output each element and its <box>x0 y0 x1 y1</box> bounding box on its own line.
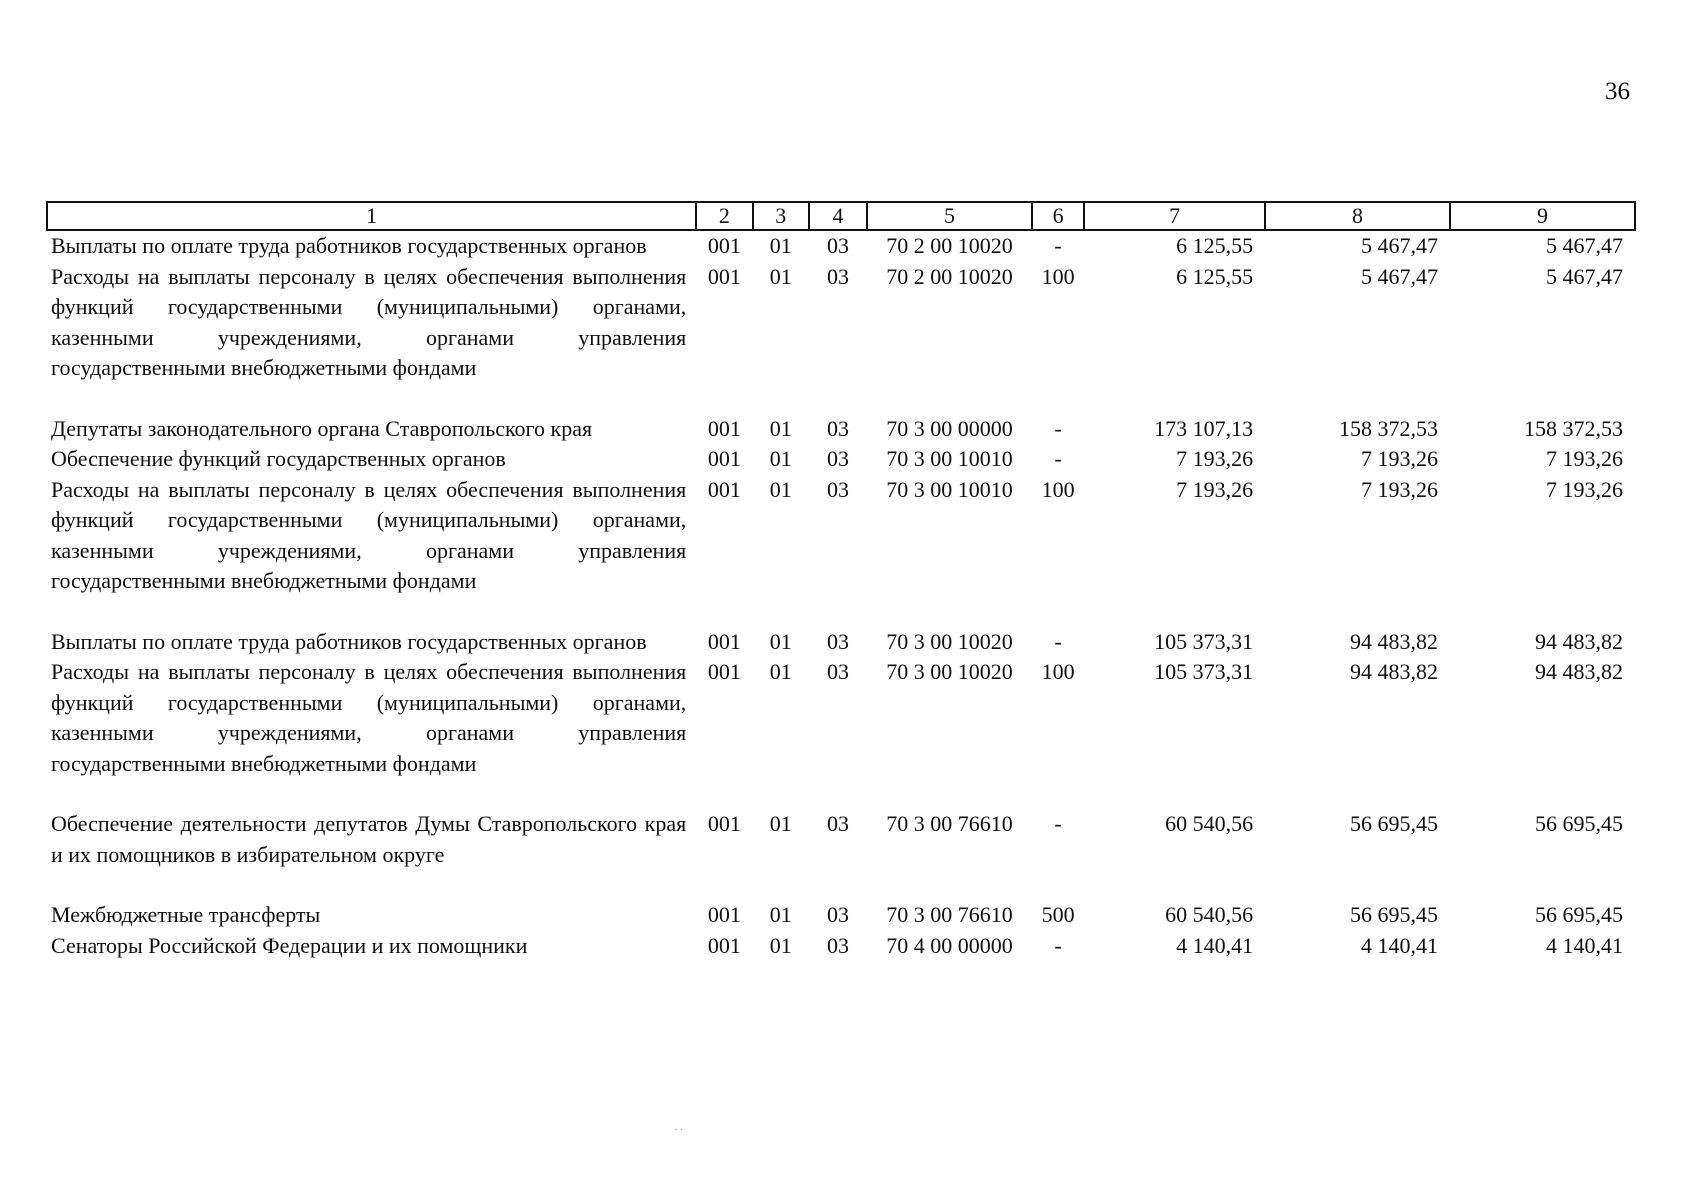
row-name-cell: Выплаты по оплате труда работников государственных органов <box>51 233 647 258</box>
header-cell-6: 6 <box>1032 202 1084 230</box>
header-cell-4: 4 <box>809 202 867 230</box>
code-cell: 001 <box>707 811 741 836</box>
code-cell: 001 <box>707 659 741 684</box>
row-name-cell: Расходы на выплаты персоналу в целях обеспечения выполнения функций государственными (муниципальными) органами, казенными учреждениями, органами управления государственными внебюджетными фондами <box>51 659 687 776</box>
target-item-cell: 70 2 00 10020 <box>886 263 1013 289</box>
amount-cell: 5 467,47 <box>1546 233 1623 258</box>
expense-type-cell: - <box>1054 811 1062 836</box>
target-item-cell: 70 3 00 10010 <box>886 446 1013 471</box>
header-cell-9: 9 <box>1450 202 1635 230</box>
target-item-cell: 70 3 00 10020 <box>886 659 1013 684</box>
code-cell: 001 <box>707 446 741 471</box>
amount-cell: 7 193,26 <box>1176 446 1254 471</box>
amount-cell: 6 125,55 <box>1176 233 1254 258</box>
subsection-cell: 03 <box>826 233 849 258</box>
code-cell: 001 <box>707 263 741 289</box>
row-name-cell: Депутаты законодательного органа Ставропольского края <box>51 415 593 441</box>
section-cell: 01 <box>769 932 792 958</box>
target-item-cell: 70 3 00 76610 <box>886 902 1013 927</box>
row-name-cell: Выплаты по оплате труда работников государственных органов <box>51 628 647 654</box>
table-header <box>47 202 1635 230</box>
target-item-cell: 70 3 00 00000 <box>886 415 1013 441</box>
amount-cell: 7 193,26 <box>1546 446 1623 471</box>
expense-type-cell: - <box>1054 233 1062 258</box>
amount-cell: 4 140,41 <box>1361 932 1439 958</box>
table-row <box>47 657 1635 809</box>
expense-type-cell: 500 <box>1041 902 1075 927</box>
target-item-cell: 70 3 00 10020 <box>886 628 1013 654</box>
row-name-cell: Обеспечение функций государственных органов <box>51 446 506 471</box>
amount-cell: 158 372,53 <box>1339 415 1439 441</box>
section-cell: 01 <box>769 233 792 258</box>
table-row <box>47 475 1635 627</box>
table-row <box>47 900 1635 931</box>
subsection-cell: 03 <box>826 476 849 502</box>
amount-cell: 56 695,45 <box>1350 811 1439 836</box>
row-name-cell: Обеспечение деятельности депутатов Думы Ставропольского края и их помощников в избирательном округе <box>51 811 687 867</box>
subsection-cell: 03 <box>826 415 849 441</box>
section-cell: 01 <box>769 263 792 289</box>
code-cell: 001 <box>707 233 741 258</box>
code-cell: 001 <box>707 932 741 958</box>
subsection-cell: 03 <box>826 446 849 471</box>
target-item-cell: 70 2 00 10020 <box>886 233 1013 258</box>
amount-cell: 4 140,41 <box>1176 932 1254 958</box>
table-row <box>47 444 1635 475</box>
amount-cell: 158 372,53 <box>1524 415 1623 441</box>
amount-cell: 94 483,82 <box>1535 659 1623 684</box>
section-cell: 01 <box>769 659 792 684</box>
expense-type-cell: - <box>1054 446 1062 471</box>
section-cell: 01 <box>769 476 792 502</box>
target-item-cell: 70 4 00 00000 <box>886 932 1013 958</box>
section-cell: 01 <box>769 811 792 836</box>
table-body <box>47 230 1635 961</box>
code-cell: 001 <box>707 902 741 927</box>
header-cell-5: 5 <box>867 202 1032 230</box>
target-item-cell: 70 3 00 76610 <box>886 811 1013 836</box>
amount-cell: 173 107,13 <box>1154 415 1254 441</box>
row-name-cell: Расходы на выплаты персоналу в целях обеспечения выполнения функций государственными (муниципальными) органами, казенными учреждениями, органами управления государственными внебюджетными фондами <box>51 476 687 593</box>
amount-cell: 94 483,82 <box>1350 628 1439 654</box>
scan-artifact: ˙ ˙ <box>674 1128 684 1139</box>
amount-cell: 7 193,26 <box>1546 476 1623 502</box>
amount-cell: 56 695,45 <box>1535 811 1623 836</box>
code-cell: 001 <box>707 476 741 502</box>
row-name-cell: Межбюджетные трансферты <box>51 902 321 927</box>
expense-type-cell: 100 <box>1041 476 1075 502</box>
table-row <box>47 230 1635 262</box>
expense-type-cell: - <box>1054 415 1062 441</box>
table-row <box>47 414 1635 445</box>
table-row <box>47 809 1635 900</box>
amount-cell: 94 483,82 <box>1350 659 1439 684</box>
section-cell: 01 <box>769 446 792 471</box>
amount-cell: 5 467,47 <box>1361 263 1439 289</box>
header-cell-8: 8 <box>1265 202 1450 230</box>
code-cell: 001 <box>707 628 741 654</box>
target-item-cell: 70 3 00 10010 <box>886 476 1013 502</box>
amount-cell: 4 140,41 <box>1546 932 1623 958</box>
table-row <box>47 931 1635 962</box>
expense-type-cell: - <box>1054 628 1062 654</box>
amount-cell: 7 193,26 <box>1361 446 1439 471</box>
page-number: 36 <box>1605 78 1630 105</box>
header-cell-1: 1 <box>47 202 696 230</box>
code-cell: 001 <box>707 415 741 441</box>
amount-cell: 60 540,56 <box>1165 902 1254 927</box>
row-name-cell: Сенаторы Российской Федерации и их помощники <box>51 932 528 958</box>
amount-cell: 7 193,26 <box>1361 476 1439 502</box>
header-cell-2: 2 <box>696 202 752 230</box>
expense-type-cell: 100 <box>1041 659 1075 684</box>
amount-cell: 56 695,45 <box>1350 902 1439 927</box>
section-cell: 01 <box>769 415 792 441</box>
amount-cell: 7 193,26 <box>1176 476 1254 502</box>
amount-cell: 5 467,47 <box>1546 263 1623 289</box>
row-name-cell: Расходы на выплаты персоналу в целях обеспечения выполнения функций государственными (муниципальными) органами, казенными учреждениями, органами управления государственными внебюджетными фондами <box>51 263 687 380</box>
expense-type-cell: 100 <box>1041 263 1075 289</box>
subsection-cell: 03 <box>826 932 849 958</box>
amount-cell: 6 125,55 <box>1176 263 1254 289</box>
subsection-cell: 03 <box>826 811 849 836</box>
amount-cell: 105 373,31 <box>1154 628 1254 654</box>
expense-type-cell: - <box>1054 932 1062 958</box>
budget-table <box>46 201 1636 961</box>
table-row <box>47 262 1635 414</box>
amount-cell: 105 373,31 <box>1154 659 1254 684</box>
amount-cell: 60 540,56 <box>1165 811 1254 836</box>
header-cell-7: 7 <box>1084 202 1265 230</box>
amount-cell: 5 467,47 <box>1361 233 1439 258</box>
section-cell: 01 <box>769 902 792 927</box>
section-cell: 01 <box>769 628 792 654</box>
amount-cell: 94 483,82 <box>1535 628 1623 654</box>
subsection-cell: 03 <box>826 659 849 684</box>
amount-cell: 56 695,45 <box>1535 902 1623 927</box>
subsection-cell: 03 <box>826 263 849 289</box>
table-row <box>47 627 1635 658</box>
subsection-cell: 03 <box>826 628 849 654</box>
header-cell-3: 3 <box>753 202 809 230</box>
subsection-cell: 03 <box>826 902 849 927</box>
